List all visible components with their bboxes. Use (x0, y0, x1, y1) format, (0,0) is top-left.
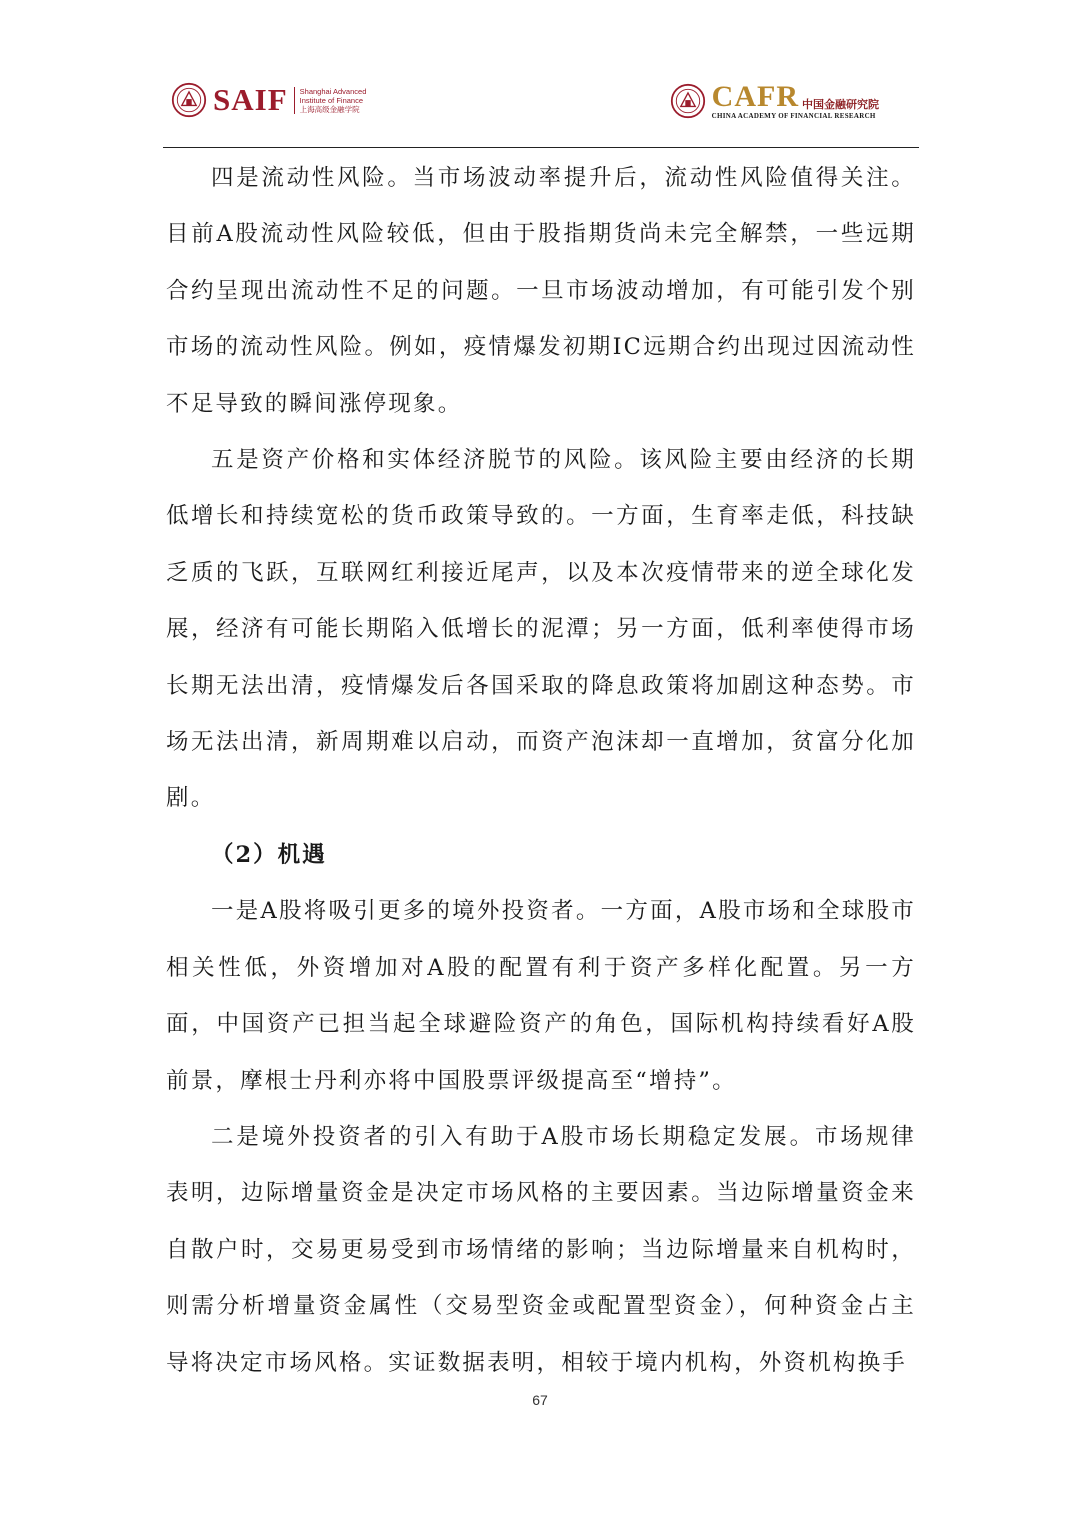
paragraph-asset-price-risk: 五是资产价格和实体经济脱节的风险。该风险主要由经济的长期低增长和持续宽松的货币政策导致的。一方面，生育率走低，科技缺乏质的飞跃，互联网红利接近尾声，以及本次疫情带来的逆全球化发展，经济有可能长期陷入低增长的泥潭；另一方面，低利率使得市场长期无法出清，疫情爆发后各国采取的降息政策将加剧这种态势。市场无法出清，新周期难以启动，而资产泡沫却一直增加，贫富分化加剧。 (166, 447, 916, 812)
cafr-logo (670, 82, 879, 120)
paragraph-market-stability: 二是境外投资者的引入有助于A股市场长期稳定发展。市场规律表明，边际增量资金是决定市场风格的主要因素。当边际增量资金来自散户时，交易更易受到市场情绪的影响；当边际增量来自机构时，则需分析增量资金属性（交易型资金或配置型资金），何种资金占主导将决定市场风格。实证数据表明，相较于境内机构，外资机构换手 (166, 1123, 916, 1376)
university-seal-icon (670, 83, 706, 119)
section-heading: （2）机遇 (211, 841, 327, 868)
cafr-wordmark: CAFR (711, 80, 799, 113)
saif-subtitle (294, 87, 367, 114)
cafr-english-name: CHINA ACADEMY OF FINANCIAL RESEARCH (711, 112, 876, 120)
saif-subtitle-line: Institute of Finance (299, 95, 364, 105)
paragraph-liquidity-risk: 四是流动性风险。当市场波动率提升后，流动性风险值得关注。目前A股流动性风险较低，但由于股指期货尚未完全解禁，一些远期合约呈现出流动性不足的问题。一旦市场波动增加，有可能引发个别市场的流动性风险。例如，疫情爆发初期IC远期合约出现过因流动性不足导致的瞬间涨停现象。 (166, 165, 917, 417)
saif-logo (171, 82, 366, 118)
header-divider (163, 147, 919, 148)
university-seal-icon (171, 82, 207, 118)
cafr-chinese-name: 中国金融研究院 (802, 98, 879, 111)
saif-wordmark: SAIF (213, 82, 288, 117)
page-header (163, 70, 919, 150)
page-number: 67 (532, 1392, 548, 1408)
paragraph-foreign-investors: 一是A股将吸引更多的境外投资者。一方面，A股市场和全球股市相关性低，外资增加对A股的配置有利于资产多样化配置。另一方面，中国资产已担当起全球避险资产的角色，国际机构持续看好A股前景，摩根士丹利亦将中国股票评级提高至“增持”。 (166, 898, 916, 1094)
document-body (166, 150, 916, 1391)
saif-subtitle-line: Shanghai Advanced (299, 86, 367, 96)
saif-subtitle-line: 上海高级金融学院 (299, 104, 360, 114)
cafr-text-block (706, 82, 879, 120)
